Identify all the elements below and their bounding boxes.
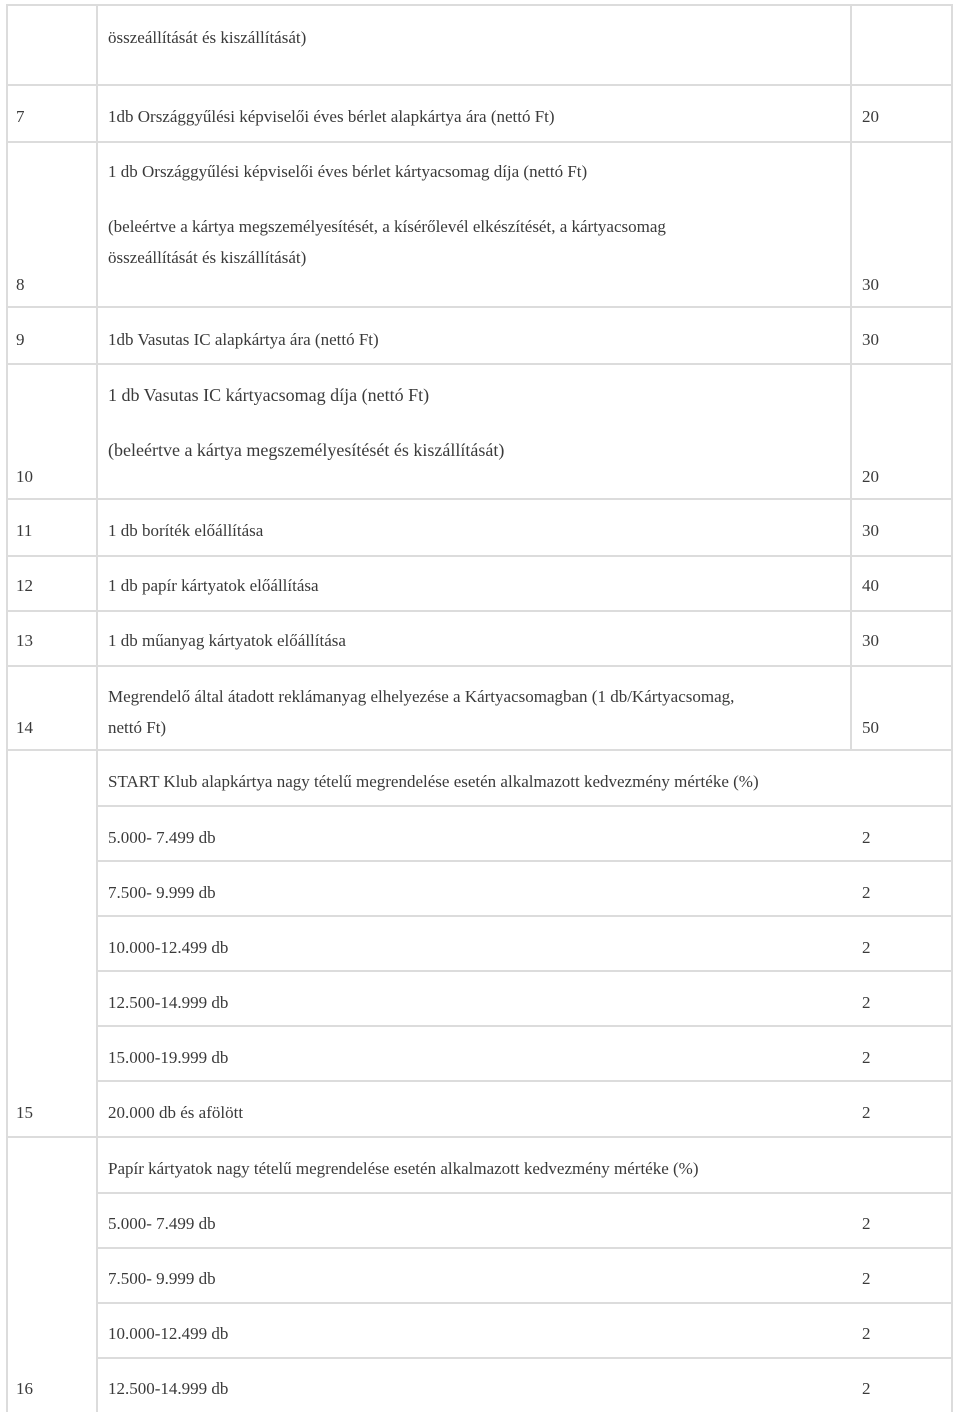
row-value: 20: [862, 467, 879, 486]
tier-separator: [96, 970, 951, 972]
discount-tier-value: 2: [862, 993, 871, 1012]
row-separator: [6, 363, 953, 365]
row-description: 1 db boríték előállítása: [108, 521, 264, 540]
discount-tier-range: 12.500-14.999 db: [108, 1379, 229, 1398]
discount-tier-range: 7.500- 9.999 db: [108, 1269, 216, 1288]
row-description: (beleértve a kártya megszemélyesítését és kiszállítását): [108, 440, 505, 460]
row-value: 20: [862, 107, 879, 126]
table-border-top: [6, 4, 953, 6]
discount-section-title: START Klub alapkártya nagy tételű megrendelése esetén alkalmazott kedvezmény mértéke (%): [108, 772, 759, 791]
discount-tier-value: 2: [862, 1214, 871, 1233]
row-number: 15: [16, 1103, 33, 1122]
row-description: 1 db Országgyűlési képviselői éves bérlet kártyacsomag díja (nettó Ft): [108, 162, 588, 181]
discount-tier-value: 2: [862, 1269, 871, 1288]
row-separator: [6, 1136, 953, 1138]
column-divider-2: [850, 4, 852, 750]
row-value: 30: [862, 521, 879, 540]
row-description: 1db Országgyűlési képviselői éves bérlet alapkártya ára (nettó Ft): [108, 107, 555, 126]
row-number: 13: [16, 631, 33, 650]
tier-separator: [96, 1025, 951, 1027]
row-description: (beleértve a kártya megszemélyesítését, a kísérőlevél elkészítését, a kártyacsomag: [108, 217, 666, 236]
tier-separator: [96, 860, 951, 862]
discount-tier-range: 12.500-14.999 db: [108, 993, 229, 1012]
row-description: nettó Ft): [108, 718, 167, 737]
row-separator: [6, 610, 953, 612]
row-value: 50: [862, 718, 879, 737]
row-number: 7: [16, 107, 25, 126]
discount-tier-value: 2: [862, 1324, 871, 1343]
tier-separator: [96, 1247, 951, 1249]
table-border-left: [6, 4, 8, 1412]
row-number: 14: [16, 718, 33, 737]
row-separator: [6, 749, 953, 751]
row-description: 1 db papír kártyatok előállítása: [108, 576, 319, 595]
row-value: 30: [862, 631, 879, 650]
row-description: Megrendelő által átadott reklámanyag elhelyezése a Kártyacsomagban (1 db/Kártyacsomag,: [108, 687, 735, 706]
row-description: 1 db Vasutas IC kártyacsomag díja (nettó Ft): [108, 385, 430, 405]
tier-separator: [96, 805, 951, 807]
row-number: 12: [16, 576, 33, 595]
discount-tier-value: 2: [862, 938, 871, 957]
row-number: 16: [16, 1379, 33, 1398]
row-separator: [6, 306, 953, 308]
row-separator: [6, 498, 953, 500]
discount-tier-value: 2: [862, 1379, 871, 1398]
row-description: 1db Vasutas IC alapkártya ára (nettó Ft): [108, 330, 379, 349]
discount-tier-value: 2: [862, 828, 871, 847]
discount-tier-value: 2: [862, 883, 871, 902]
tier-separator: [96, 1357, 951, 1359]
row-number: 11: [16, 521, 33, 540]
row-value: 40: [862, 576, 879, 595]
row-description: összeállítását és kiszállítását): [108, 248, 307, 267]
tier-separator: [96, 1302, 951, 1304]
row-number: 8: [16, 275, 25, 294]
discount-tier-range: 5.000- 7.499 db: [108, 828, 216, 847]
discount-tier-range: 5.000- 7.499 db: [108, 1214, 216, 1233]
row-description: 1 db műanyag kártyatok előállítása: [108, 631, 346, 650]
row-separator: [6, 555, 953, 557]
row-description: összeállítását és kiszállítását): [108, 28, 307, 47]
tier-separator: [96, 1080, 951, 1082]
row-value: 30: [862, 330, 879, 349]
tier-separator: [96, 915, 951, 917]
discount-section-title: Papír kártyatok nagy tételű megrendelése esetén alkalmazott kedvezmény mértéke (%): [108, 1159, 699, 1178]
row-separator: [6, 141, 953, 143]
discount-tier-range: 20.000 db és afölött: [108, 1103, 244, 1122]
discount-tier-range: 7.500- 9.999 db: [108, 883, 216, 902]
table-border-right: [951, 4, 953, 1412]
discount-tier-range: 10.000-12.499 db: [108, 938, 229, 957]
row-number: 9: [16, 330, 25, 349]
row-number: 10: [16, 467, 33, 486]
row-value: 30: [862, 275, 879, 294]
discount-tier-range: 15.000-19.999 db: [108, 1048, 229, 1067]
discount-tier-value: 2: [862, 1048, 871, 1067]
discount-tier-range: 10.000-12.499 db: [108, 1324, 229, 1343]
row-separator: [6, 84, 953, 86]
column-divider-1: [96, 4, 98, 1412]
discount-tier-value: 2: [862, 1103, 871, 1122]
tier-separator: [96, 1192, 951, 1194]
row-separator: [6, 665, 953, 667]
